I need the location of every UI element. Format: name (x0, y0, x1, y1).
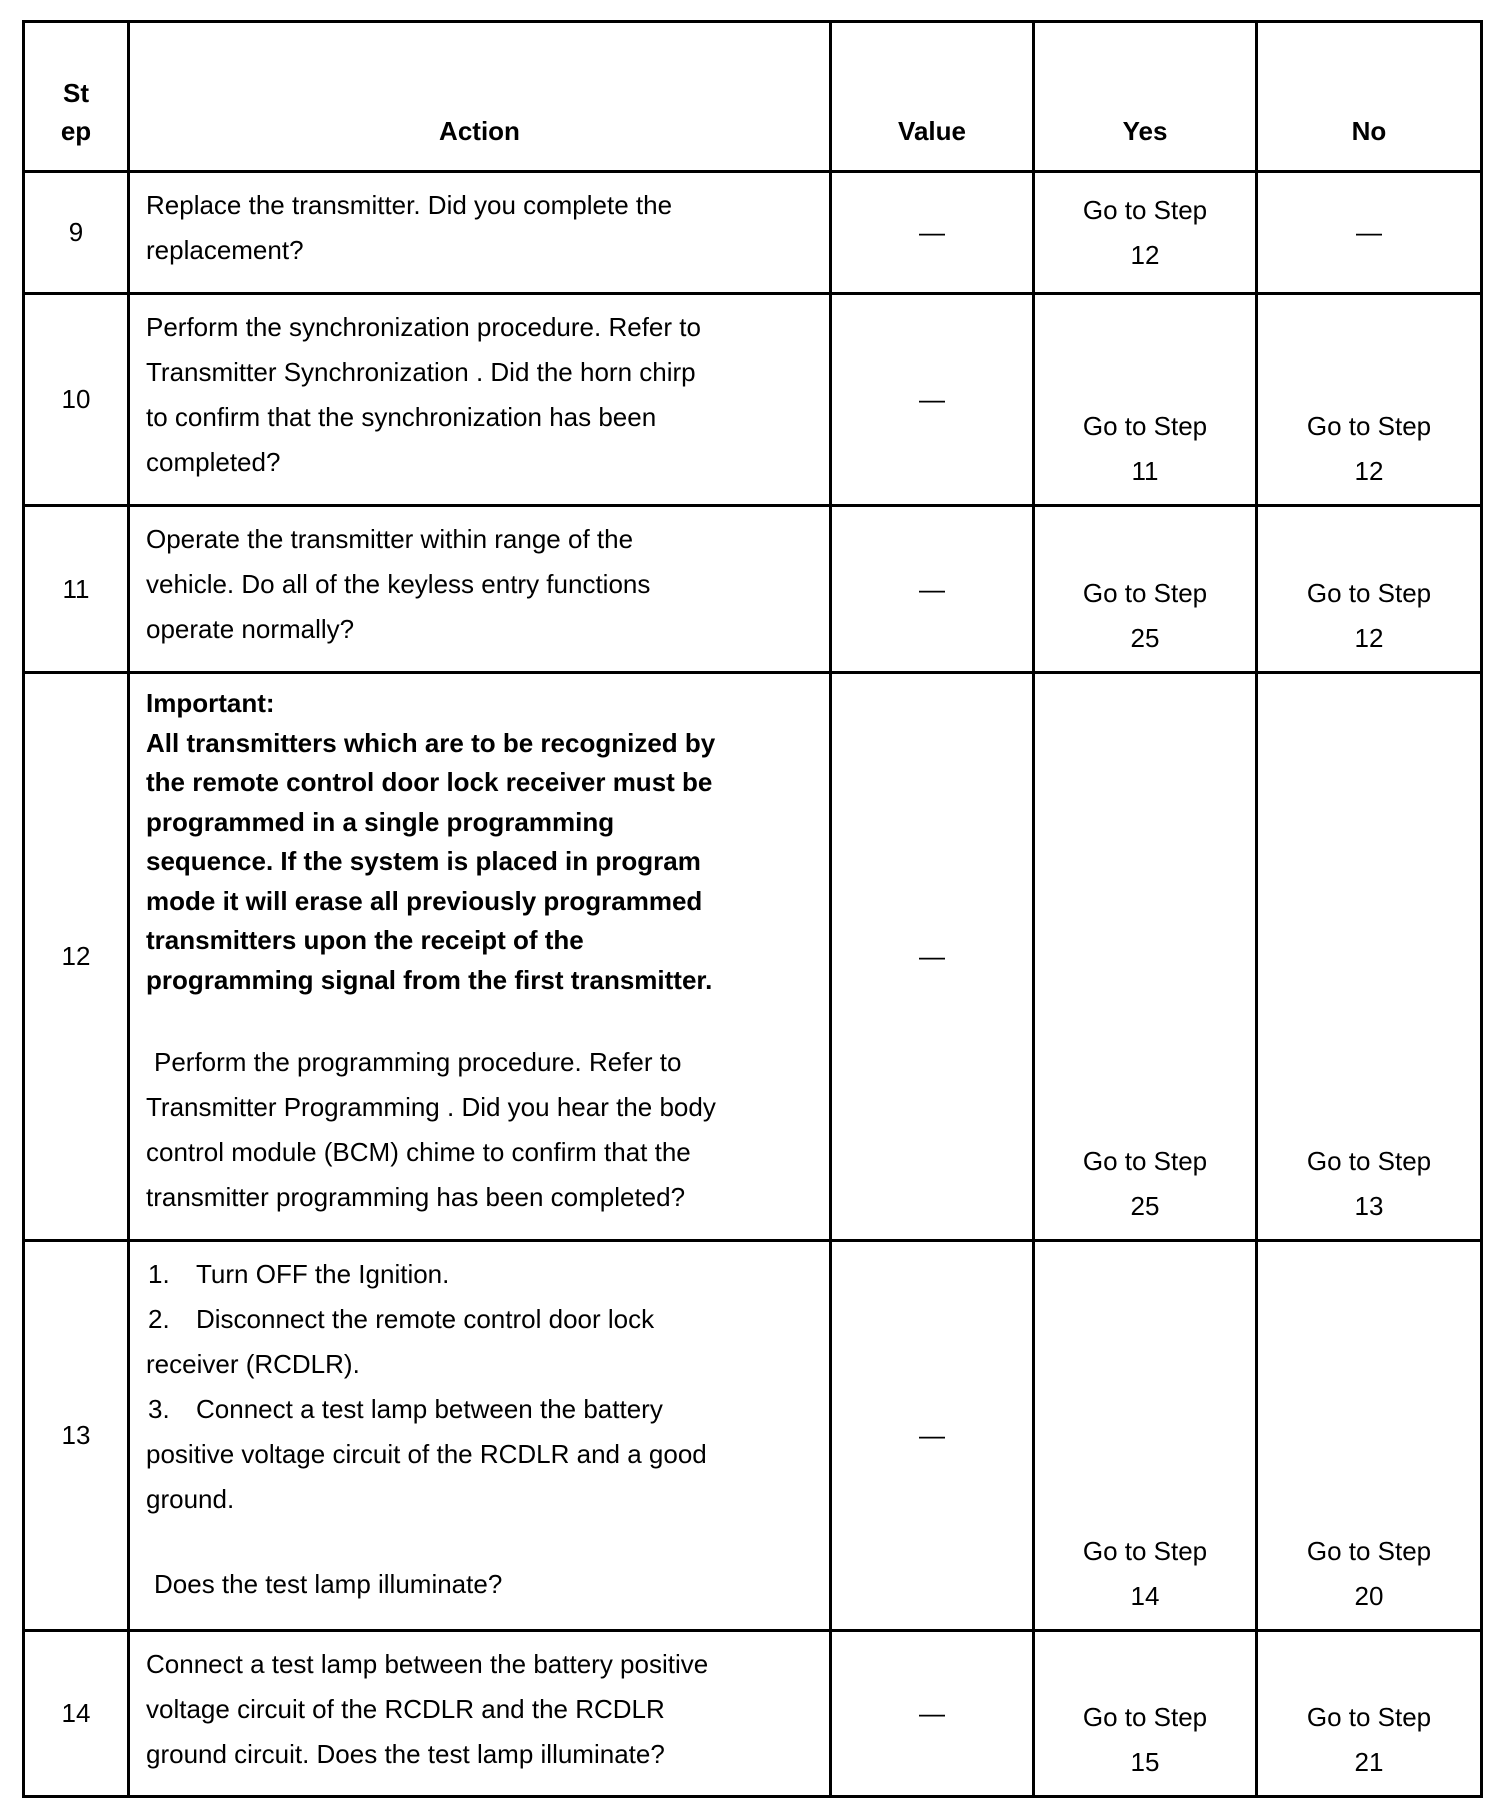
table-row (24, 294, 1482, 506)
value-cell: — (831, 172, 1034, 294)
value-cell: — (831, 673, 1034, 1241)
important-note: Important: All transmitters which are to be recognized by the remote control door lock receiver must be programmed in a single programming sequence. If the system is placed in program mode it will erase all previously programmed transmitters upon the receipt of the programming signal from the first transmitter. (146, 688, 716, 995)
no-cell: Go to Step 13 (1257, 673, 1482, 1241)
step-number: 13 (24, 1241, 129, 1631)
yes-cell: Go to Step 12 (1034, 172, 1257, 294)
yes-cell: Go to Step 11 (1034, 294, 1257, 506)
value-cell: — (831, 506, 1034, 673)
yes-cell: Go to Step 25 (1034, 506, 1257, 673)
action-cell: Operate the transmitter within range of the vehicle. Do all of the keyless entry functions operate normally? (129, 506, 831, 673)
table-row (24, 1631, 1482, 1797)
no-cell: Go to Step 12 (1257, 506, 1482, 673)
header-value: Value (831, 22, 1034, 172)
yes-cell: Go to Step 25 (1034, 673, 1257, 1241)
table-row (24, 172, 1482, 294)
action-cell: Replace the transmitter. Did you complete the replacement? (129, 172, 831, 294)
header-no: No (1257, 22, 1482, 172)
table-row (24, 673, 1482, 1241)
table-row (24, 1241, 1482, 1631)
action-cell: Connect a test lamp between the battery positive voltage circuit of the RCDLR and the RCDLR ground circuit. Does the test lamp illuminate? (129, 1631, 831, 1797)
no-cell: — (1257, 172, 1482, 294)
no-cell: Go to Step 21 (1257, 1631, 1482, 1797)
header-action: Action (129, 22, 831, 172)
action-cell: 1. Turn OFF the Ignition. 2. Disconnect the remote control door lock receiver (RCDLR). 3. Connect a test lamp between the battery positive voltage circuit of the RCDLR and a good ground. Does the test lamp illuminate? (129, 1241, 831, 1631)
no-cell: Go to Step 20 (1257, 1241, 1482, 1631)
header-step: St ep (24, 22, 129, 172)
step-number: 10 (24, 294, 129, 506)
diagnostic-table (22, 20, 1483, 1798)
value-cell: — (831, 1241, 1034, 1631)
step-number: 14 (24, 1631, 129, 1797)
action-cell: Perform the synchronization procedure. Refer to Transmitter Synchronization . Did the horn chirp to confirm that the synchronization has been completed? (129, 294, 831, 506)
value-cell: — (831, 294, 1034, 506)
action-cell: Important: All transmitters which are to be recognized by the remote control door lock receiver must be programmed in a single programming sequence. If the system is placed in program mode it will erase all previously programmed transmitters upon the receipt of the programming signal from the first transmitter. Perform the programming procedure. Refer to Transmitter Programming . Did you hear the body control module (BCM) chime to confirm that the transmitter programming has been completed? (129, 673, 831, 1241)
table-row (24, 506, 1482, 673)
header-row (24, 22, 1482, 172)
value-cell: — (831, 1631, 1034, 1797)
step-number: 9 (24, 172, 129, 294)
yes-cell: Go to Step 14 (1034, 1241, 1257, 1631)
step-number: 11 (24, 506, 129, 673)
no-cell: Go to Step 12 (1257, 294, 1482, 506)
step-number: 12 (24, 673, 129, 1241)
yes-cell: Go to Step 15 (1034, 1631, 1257, 1797)
list-item: 3. Connect a test lamp between the battery (148, 1394, 663, 1424)
list-item: 2. Disconnect the remote control door lock (148, 1304, 655, 1334)
question: Does the test lamp illuminate? (154, 1569, 503, 1599)
list-item: 1. Turn OFF the Ignition. (148, 1259, 450, 1289)
header-yes: Yes (1034, 22, 1257, 172)
